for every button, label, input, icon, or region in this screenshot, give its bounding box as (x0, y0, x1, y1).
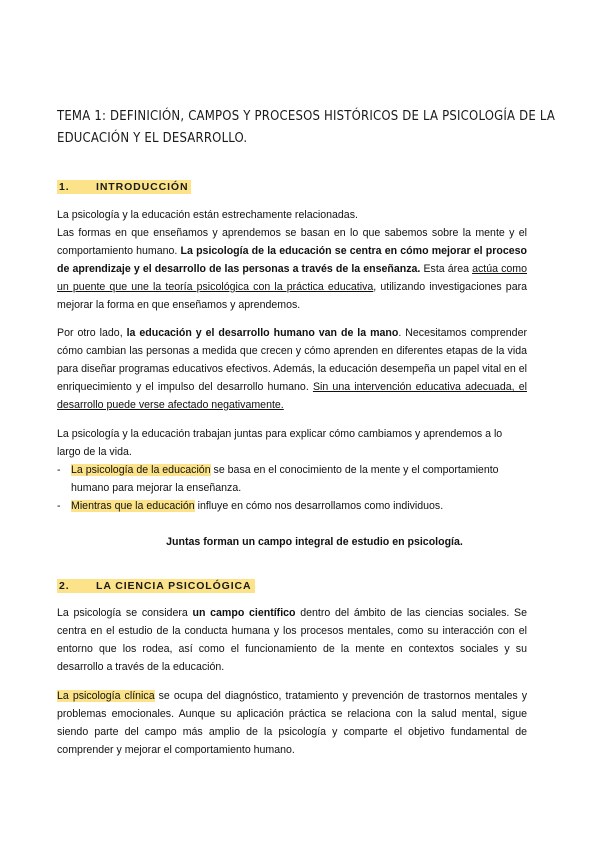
text-run: Por otro lado, (57, 327, 127, 339)
text-run: influye en cómo nos desarrollamos como individuos. (194, 500, 444, 512)
paragraph-intro-3: La psicología y la educación trabajan juntas para explicar cómo cambiamos y aprendemos a lo largo de la vida. (57, 428, 503, 458)
bold-run: un campo científico (192, 607, 296, 619)
highlighted-run: La psicología clínica (57, 690, 155, 702)
list-dash: - (57, 464, 61, 476)
highlighted-run: Mientras que la educación (71, 500, 195, 512)
text-run: se basa en el conocimiento de la mente y el comportamiento humano para mejorar la enseñanza. (71, 464, 499, 494)
text-run: , utilizando investigaciones para mejorar la forma en que enseñamos y aprendemos. (57, 281, 528, 311)
list-dash: - (57, 500, 61, 512)
text-run: dentro del ámbito de las ciencias sociales. Se centra en el estudio de la conducta humana y los procesos mentales, como su interacción con el entorno que los rodea, así como el funcionamiento de la mente en contextos sociales y su desarrollo a través de la educación. (57, 607, 527, 673)
section-number: 1. (57, 180, 93, 194)
text-run: Las formas en que enseñamos y aprendemos se basan en lo que sabemos sobre la mente y el comportamiento humano. (57, 227, 527, 257)
paragraph-intro-1 (57, 206, 527, 314)
text-run: . Necesitamos comprender cómo cambian las personas a medida que crecen y cómo aprenden en diferentes etapas de la vida para diseñar programas educativos efectivos. Además, la educación desempeña un papel vital en el enriquecimiento y el impulso del desarrollo humano. (57, 327, 527, 393)
highlighted-run: La psicología de la educación (71, 464, 211, 476)
section-heading-1 (57, 180, 191, 194)
text-run: se ocupa del diagnóstico, tratamiento y prevención de trastornos mentales y problemas emocionales. Aunque su aplicación práctica se relaciona con la salud mental, sigue siendo parte del campo más amplio de la psicología y comparte el objetivo fundamental de comprender y mejorar el comportamiento humano. (57, 690, 528, 756)
bold-run: la educación y el desarrollo humano van de la mano (126, 327, 399, 339)
text-run: Esta área (420, 263, 473, 275)
text-run: La psicología se considera (57, 607, 193, 619)
underlined-run: actúa como un puente que une la teoría psicológica con la práctica educativa (57, 263, 528, 293)
section-number: 2. (57, 579, 93, 593)
conclusion-line: Juntas forman un campo integral de estudio en psicología. (166, 536, 463, 548)
section-heading-2 (57, 579, 255, 593)
paragraph-science-1 (57, 604, 527, 676)
section-label: INTRODUCCIÓN (93, 180, 191, 194)
underlined-run: Sin una intervención educativa adecuada, el desarrollo puede verse afectado negativamente. (57, 381, 527, 411)
section-label: LA CIENCIA PSICOLÓGICA (93, 579, 255, 593)
paragraph-intro-2 (57, 324, 527, 414)
paragraph-science-2 (57, 687, 527, 759)
bold-run: La psicología de la educación se centra en cómo mejorar el proceso de aprendizaje y el desarrollo de las personas a través de la enseñanza. (57, 245, 527, 275)
page-title: TEMA 1: DEFINICIÓN, CAMPOS Y PROCESOS HISTÓRICOS DE LA PSICOLOGÍA DE LA EDUCACIÓN Y EL DESARROLLO. (57, 109, 556, 146)
intro-line: La psicología y la educación están estrechamente relacionadas. (57, 209, 358, 221)
